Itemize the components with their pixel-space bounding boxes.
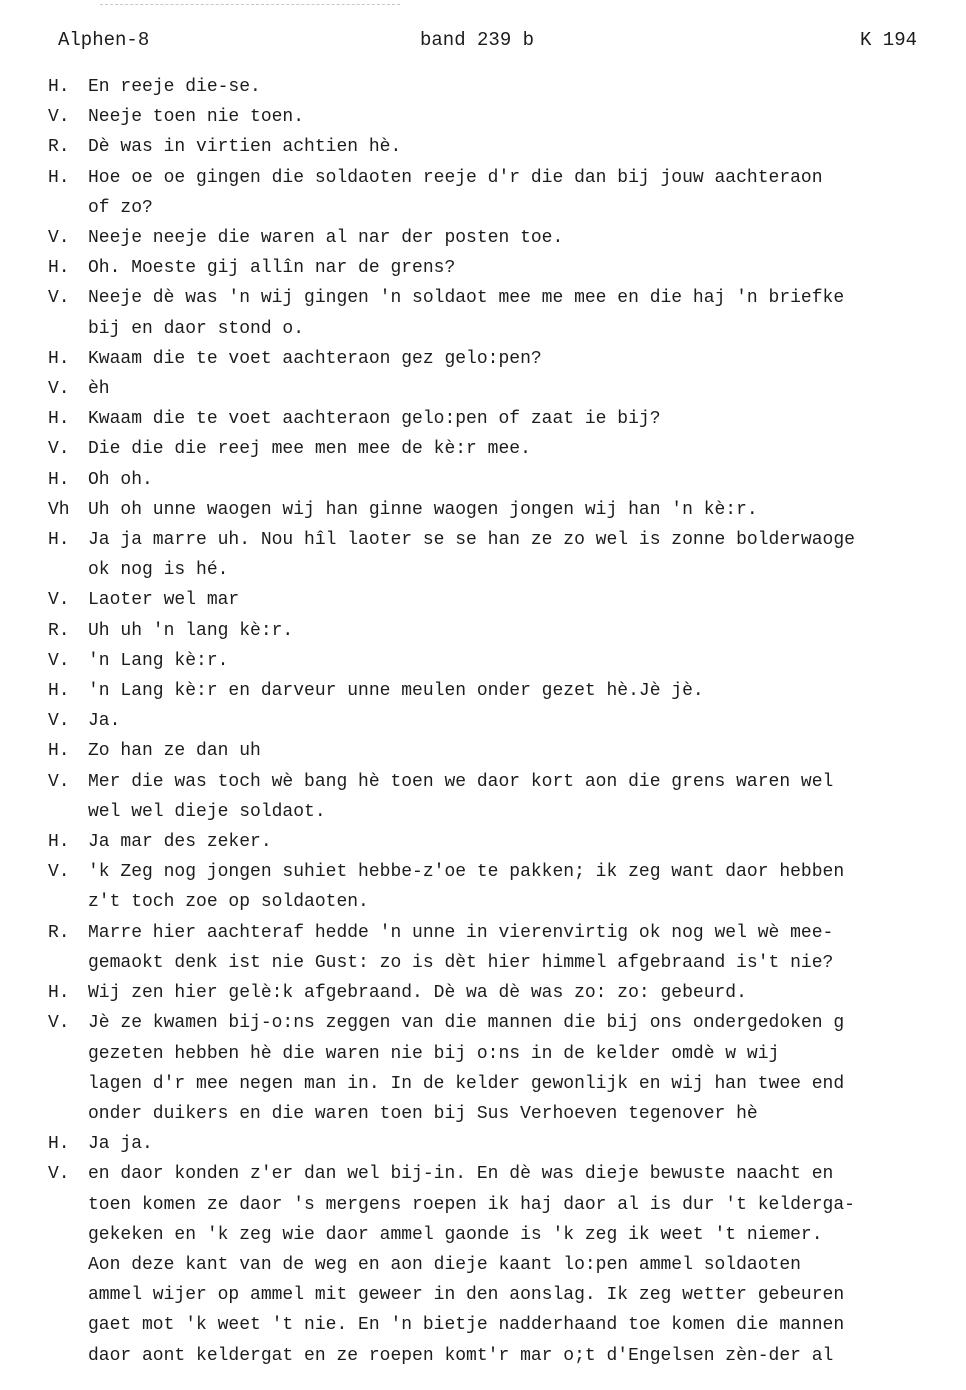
speaker-label: V. — [48, 228, 70, 249]
utterance — [88, 223, 966, 253]
utterance — [88, 102, 966, 132]
transcript-turn — [48, 1129, 966, 1159]
speaker-label: H. — [48, 530, 70, 551]
utterance — [88, 676, 966, 706]
utterance-line: Ja ja. — [88, 1134, 153, 1155]
utterance — [88, 585, 966, 615]
header-page-number: K 194 — [860, 29, 918, 51]
utterance — [88, 495, 966, 525]
utterance-line: gaet mot 'k weet 't nie. En 'n bietje nadderhaand toe komen die mannen — [88, 1315, 845, 1336]
utterance-line: Die die die reej mee men mee de kè:r mee. — [88, 439, 531, 460]
transcript-turn — [48, 1159, 966, 1370]
utterance-line: Laoter wel mar — [88, 590, 240, 611]
utterance-line: Neeje neeje die waren al nar der posten toe. — [88, 228, 564, 249]
utterance — [88, 404, 966, 434]
utterance-line: Uh oh unne waogen wij han ginne waogen jongen wij han 'n kè:r. — [88, 499, 758, 520]
speaker-label: V. — [48, 862, 70, 883]
utterance — [88, 827, 966, 857]
utterance — [88, 978, 966, 1008]
speaker-label: V. — [48, 1013, 70, 1034]
utterance-line: Mer die was toch wè bang hè toen we daor kort aon die grens waren wel — [88, 771, 834, 792]
speaker-label: Vh — [48, 499, 70, 520]
transcript-turn — [48, 404, 966, 434]
utterance-line: en daor konden z'er dan wel bij-in. En dè was dieje bewuste naacht en — [88, 1164, 834, 1185]
utterance — [88, 918, 966, 978]
utterance-line: wel wel dieje soldaot. — [88, 801, 326, 822]
speaker-label: V. — [48, 1164, 70, 1185]
transcript-turn — [48, 706, 966, 736]
transcript-body — [48, 72, 966, 1371]
transcript-turn — [48, 283, 966, 343]
speaker-label: H. — [48, 681, 70, 702]
transcript-turn — [48, 253, 966, 283]
speaker-label: V. — [48, 590, 70, 611]
transcript-turn — [48, 102, 966, 132]
transcript-turn — [48, 1008, 966, 1129]
utterance — [88, 525, 966, 585]
utterance-line: ok nog is hé. — [88, 560, 229, 581]
utterance-line: Uh uh 'n lang kè:r. — [88, 620, 294, 641]
utterance-line: Jè ze kwamen bij-o:ns zeggen van die mannen die bij ons ondergedoken g — [88, 1013, 845, 1034]
utterance — [88, 72, 966, 102]
utterance-line: Kwaam die te voet aachteraon gez gelo:pen? — [88, 348, 542, 369]
transcript-turn — [48, 978, 966, 1008]
utterance-line: Aon deze kant van de weg en aon dieje kaant lo:pen ammel soldaoten — [88, 1254, 801, 1275]
transcript-turn — [48, 525, 966, 585]
utterance-line: Ja ja marre uh. Nou hîl laoter se se han ze zo wel is zonne bolderwaoge — [88, 530, 855, 551]
transcript-turn — [48, 767, 966, 827]
utterance-line: Ja mar des zeker. — [88, 832, 272, 853]
header-location: Alphen-8 — [58, 29, 150, 51]
transcript-turn — [48, 646, 966, 676]
utterance-line: bij en daor stond o. — [88, 318, 305, 339]
utterance — [88, 163, 966, 223]
header-tape-number: band 239 b — [420, 29, 535, 51]
speaker-label: V. — [48, 288, 70, 309]
utterance — [88, 465, 966, 495]
transcript-turn — [48, 374, 966, 404]
utterance-line: onder duikers en die waren toen bij Sus Verhoeven tegenover hè — [88, 1103, 758, 1124]
scan-artifact-line — [100, 4, 400, 5]
speaker-label: H. — [48, 741, 70, 762]
transcript-turn — [48, 163, 966, 223]
utterance — [88, 1129, 966, 1159]
transcript-turn — [48, 857, 966, 917]
utterance-line: toen komen ze daor 's mergens roepen ik haj daor al is dur 't kelderga- — [88, 1194, 855, 1215]
utterance — [88, 1159, 966, 1370]
utterance-line: 'k Zeg nog jongen suhiet hebbe-z'oe te pakken; ik zeg want daor hebben — [88, 862, 845, 883]
utterance-line: 'n Lang kè:r en darveur unne meulen onder gezet hè.Jè jè. — [88, 681, 704, 702]
speaker-label: H. — [48, 409, 70, 430]
transcript-turn — [48, 918, 966, 978]
transcript-turn — [48, 585, 966, 615]
utterance-line: of zo? — [88, 197, 153, 218]
utterance — [88, 283, 966, 343]
utterance-line: gezeten hebben hè die waren nie bij o:ns in de kelder omdè w wij — [88, 1043, 780, 1064]
transcript-turn — [48, 132, 966, 162]
utterance — [88, 706, 966, 736]
utterance — [88, 253, 966, 283]
utterance — [88, 1008, 966, 1129]
utterance-line: Zo han ze dan uh — [88, 741, 261, 762]
utterance — [88, 767, 966, 827]
utterance-line: èh — [88, 379, 110, 400]
utterance — [88, 857, 966, 917]
utterance-line: z't toch zoe op soldaoten. — [88, 892, 369, 913]
speaker-label: R. — [48, 620, 70, 641]
utterance — [88, 646, 966, 676]
utterance-line: Hoe oe oe gingen die soldaoten reeje d'r die dan bij jouw aachteraon — [88, 167, 823, 188]
speaker-label: R. — [48, 922, 70, 943]
utterance-line: ammel wijer op ammel mit geweer in den aonslag. Ik zeg wetter gebeuren — [88, 1285, 845, 1306]
utterance-line: Neeje dè was 'n wij gingen 'n soldaot mee me mee en die haj 'n briefke — [88, 288, 845, 309]
transcript-turn — [48, 676, 966, 706]
utterance-line: 'n Lang kè:r. — [88, 650, 229, 671]
utterance-line: lagen d'r mee negen man in. In de kelder gewonlijk en wij han twee end — [88, 1073, 845, 1094]
transcript-turn — [48, 736, 966, 766]
speaker-label: V. — [48, 379, 70, 400]
speaker-label: V. — [48, 650, 70, 671]
utterance — [88, 736, 966, 766]
speaker-label: H. — [48, 832, 70, 853]
transcript-turn — [48, 465, 966, 495]
utterance-line: daor aont keldergat en ze roepen komt'r mar o;t d'Engelsen zèn-der al — [88, 1345, 834, 1366]
utterance-line: Ja. — [88, 711, 121, 732]
utterance-line: Oh. Moeste gij allîn nar de grens? — [88, 258, 456, 279]
transcript-turn — [48, 434, 966, 464]
utterance — [88, 616, 966, 646]
utterance-line: Kwaam die te voet aachteraon gelo:pen of zaat ie bij? — [88, 409, 661, 430]
utterance-line: Marre hier aachteraf hedde 'n unne in vierenvirtig ok nog wel wè mee- — [88, 922, 834, 943]
utterance — [88, 374, 966, 404]
speaker-label: H. — [48, 469, 70, 490]
speaker-label: H. — [48, 1134, 70, 1155]
utterance — [88, 132, 966, 162]
speaker-label: H. — [48, 983, 70, 1004]
speaker-label: H. — [48, 348, 70, 369]
transcript-turn — [48, 72, 966, 102]
utterance-line: gekeken en 'k zeg wie daor ammel gaonde is 'k zeg ik weet 't niemer. — [88, 1224, 823, 1245]
speaker-label: V. — [48, 771, 70, 792]
utterance-line: gemaokt denk ist nie Gust: zo is dèt hier himmel afgebraand is't nie? — [88, 952, 834, 973]
speaker-label: H. — [48, 167, 70, 188]
utterance-line: Dè was in virtien achtien hè. — [88, 137, 402, 158]
utterance — [88, 344, 966, 374]
speaker-label: R. — [48, 137, 70, 158]
transcript-turn — [48, 223, 966, 253]
utterance-line: En reeje die-se. — [88, 77, 261, 97]
utterance-line: Neeje toen nie toen. — [88, 107, 305, 128]
transcript-turn — [48, 344, 966, 374]
utterance-line: Oh oh. — [88, 469, 153, 490]
speaker-label: H. — [48, 258, 70, 279]
utterance — [88, 434, 966, 464]
speaker-label: H. — [48, 77, 70, 97]
speaker-label: V. — [48, 107, 70, 128]
speaker-label: V. — [48, 439, 70, 460]
transcript-turn — [48, 616, 966, 646]
utterance-line: Wij zen hier gelè:k afgebraand. Dè wa dè was zo: zo: gebeurd. — [88, 983, 747, 1004]
transcript-turn — [48, 495, 966, 525]
transcript-turn — [48, 827, 966, 857]
speaker-label: V. — [48, 711, 70, 732]
